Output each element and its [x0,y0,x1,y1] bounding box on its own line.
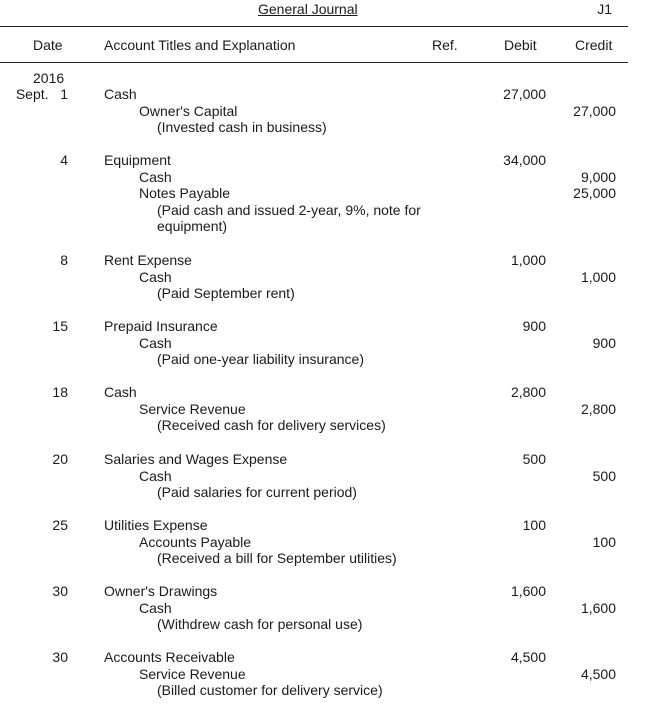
column-header-ref: Ref. [432,37,458,53]
credit-amount: 500 [592,467,616,484]
debit-line [0,318,628,335]
journal-entry [0,451,628,501]
journal-entry [0,86,628,136]
entry-explanation: (Paid cash and issued 2-year, 9%, note for [157,201,421,218]
journal-title: General Journal [258,1,358,17]
debit-line [0,86,628,103]
account-title: Accounts Receivable [104,649,235,665]
entry-explanation: (Paid September rent) [157,285,295,301]
account-title: Rent Expense [104,252,192,268]
journal-entry [0,649,628,699]
column-header-debit: Debit [504,37,537,53]
entry-explanation: (Paid one-year liability insurance) [157,351,364,367]
journal-entry [0,152,628,235]
account-title: Notes Payable [139,185,231,201]
credit-amount: 4,500 [580,665,616,682]
debit-line [0,583,628,600]
debit-amount: 1,600 [510,583,546,599]
credit-line [0,169,628,186]
credit-line [0,335,628,352]
credit-amount: 1,600 [580,599,616,616]
header-bottom-rule [0,62,628,63]
account-title: Cash [139,168,172,185]
debit-amount: 34,000 [503,152,546,168]
journal-number: J1 [597,1,612,17]
credit-amount: 25,000 [573,185,616,201]
account-title: Owner's Drawings [104,583,218,599]
entry-explanation: (Paid salaries for current period) [157,484,357,500]
entry-date: 18 [52,384,68,400]
account-title: Owner's Capital [139,102,238,119]
credit-line [0,666,628,683]
credit-line [0,534,628,551]
account-title: Cash [139,467,172,484]
debit-amount: 500 [522,451,546,467]
entry-date: 20 [52,451,68,467]
account-title: Cash [104,86,137,102]
account-title: Cash [139,599,172,616]
debit-amount: 1,000 [510,252,546,268]
debit-line [0,517,628,534]
account-title: Accounts Payable [139,533,252,550]
entry-date: 30 [52,583,68,599]
account-title: Cash [139,268,172,285]
credit-amount: 900 [592,334,616,351]
credit-amount: 100 [592,533,616,550]
column-header-account: Account Titles and Explanation [104,37,296,53]
credit-line [0,103,628,120]
debit-line [0,451,628,468]
entry-explanation: (Received a bill for September utilities) [157,550,397,566]
journal-entry [0,517,628,567]
debit-amount: 100 [522,517,546,533]
journal-year: 2016 [33,70,65,86]
credit-amount: 1,000 [580,268,616,285]
entry-explanation: (Billed customer for delivery service) [157,682,383,698]
entry-explanation: (Invested cash in business) [157,119,327,135]
entry-explanation: (Withdrew cash for personal use) [157,616,363,632]
header-top-rule [0,26,628,27]
debit-amount: 27,000 [503,86,546,102]
column-header-credit: Credit [575,37,613,53]
account-title: Service Revenue [139,665,246,682]
entry-date: 4 [60,152,68,168]
journal-entry [0,318,628,368]
account-title: Cash [104,384,137,400]
credit-line [0,401,628,418]
journal-entry [0,252,628,302]
entry-explanation: equipment) [157,218,228,234]
entry-date: Sept. 1 [15,86,68,102]
entry-date: 8 [60,252,68,268]
account-title: Prepaid Insurance [104,318,218,334]
journal-entry [0,583,628,633]
column-header-date: Date [33,37,63,53]
entry-date: 25 [52,517,68,533]
debit-line [0,384,628,401]
journal-entry [0,384,628,434]
debit-amount: 2,800 [510,384,546,400]
debit-line [0,649,628,666]
entry-date: 15 [52,318,68,334]
entry-explanation: (Received cash for delivery services) [157,417,386,433]
debit-amount: 900 [522,318,546,334]
account-title: Cash [139,334,172,351]
credit-line [0,269,628,286]
credit-line [0,600,628,617]
credit-line [0,468,628,485]
account-title: Service Revenue [139,400,246,417]
debit-line [0,152,628,169]
credit-amount: 9,000 [580,168,616,185]
credit-line [0,185,628,202]
account-title: Utilities Expense [104,517,208,533]
debit-amount: 4,500 [510,649,546,665]
debit-line [0,252,628,269]
entry-date: 30 [52,649,68,665]
account-title: Equipment [104,152,171,168]
account-title: Salaries and Wages Expense [104,451,288,467]
credit-amount: 2,800 [580,400,616,417]
credit-amount: 27,000 [573,102,616,119]
